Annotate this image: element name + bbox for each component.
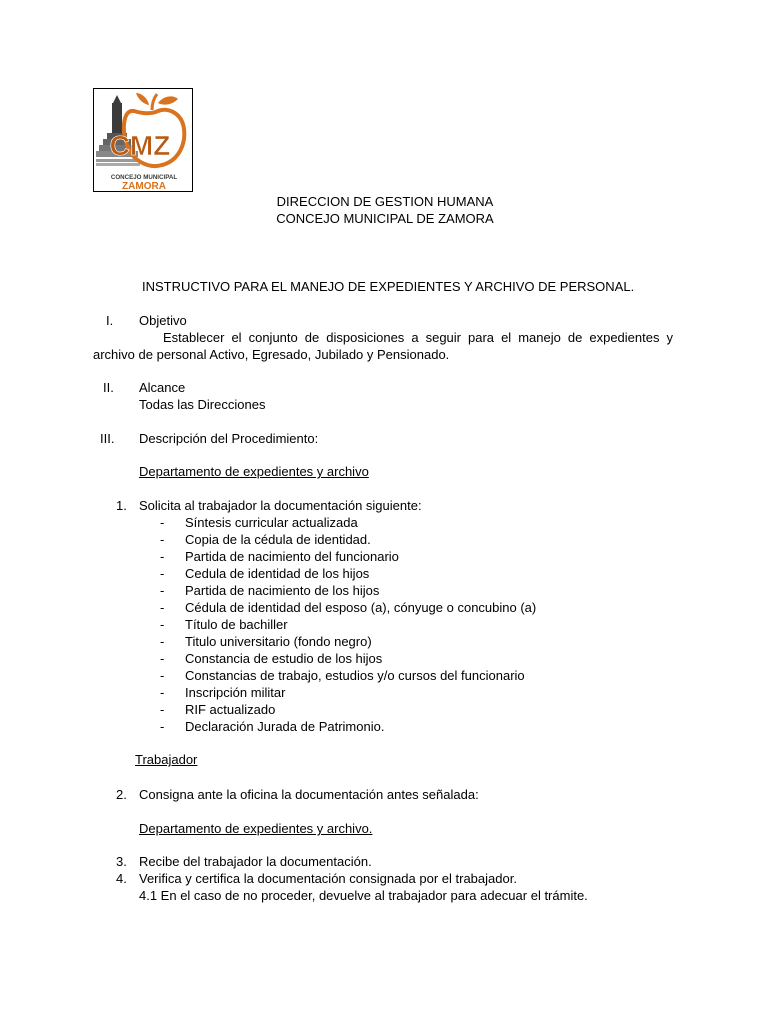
document-list-item-text: Inscripción militar bbox=[185, 685, 286, 700]
section-numeral-i: I. bbox=[106, 313, 114, 328]
logo-caption-name: CONCEJO MUNICIPAL bbox=[110, 174, 178, 181]
header-line-2: CONCEJO MUNICIPAL DE ZAMORA bbox=[276, 211, 494, 226]
department-heading-2: Departamento de expedientes y archivo. bbox=[139, 821, 373, 836]
section-heading-alcance: Alcance bbox=[139, 380, 186, 395]
document-list-item-text: Constancia de estudio de los hijos bbox=[185, 651, 383, 666]
worker-heading: Trabajador bbox=[135, 752, 198, 767]
list-bullet-dash: - bbox=[160, 583, 165, 598]
step-number-1: 1. bbox=[116, 498, 127, 513]
list-bullet-dash: - bbox=[160, 515, 165, 530]
step-number-2: 2. bbox=[116, 787, 127, 802]
list-bullet-dash: - bbox=[160, 634, 165, 649]
section-numeral-iii: III. bbox=[100, 431, 115, 446]
document-list-item-text: Copia de la cédula de identidad. bbox=[185, 532, 371, 547]
document-list-item-text: Partida de nacimiento de los hijos bbox=[185, 583, 380, 598]
list-bullet-dash: - bbox=[160, 549, 165, 564]
logo-graphic bbox=[94, 89, 194, 193]
list-bullet-dash: - bbox=[160, 685, 165, 700]
list-bullet-dash: - bbox=[160, 702, 165, 717]
document-list-item-text: Declaración Jurada de Patrimonio. bbox=[185, 719, 385, 734]
list-bullet-dash: - bbox=[160, 600, 165, 615]
municipal-logo bbox=[93, 88, 193, 192]
document-list-item-text: Cédula de identidad del esposo (a), cónyuge o concubino (a) bbox=[185, 600, 537, 615]
document-list-item-text: Constancias de trabajo, estudios y/o cursos del funcionario bbox=[185, 668, 525, 683]
list-bullet-dash: - bbox=[160, 668, 165, 683]
document-title: INSTRUCTIVO PARA EL MANEJO DE EXPEDIENTES Y ARCHIVO DE PERSONAL. bbox=[142, 279, 635, 294]
step-3-text: Recibe del trabajador la documentación. bbox=[139, 854, 372, 869]
logo-caption-city: ZAMORA bbox=[122, 181, 166, 192]
header-line-1: DIRECCION DE GESTION HUMANA bbox=[276, 194, 494, 209]
alcance-text: Todas las Direcciones bbox=[139, 397, 266, 412]
section-heading-descripcion: Descripción del Procedimiento: bbox=[139, 431, 319, 446]
step-1-text: Solicita al trabajador la documentación siguiente: bbox=[139, 498, 422, 513]
step-2-text: Consigna ante la oficina la documentación antes señalada: bbox=[139, 787, 479, 802]
step-number-3: 3. bbox=[116, 854, 127, 869]
document-list-item-text: Síntesis curricular actualizada bbox=[185, 515, 358, 530]
step-4-1-text: 4.1 En el caso de no proceder, devuelve al trabajador para adecuar el trámite. bbox=[139, 888, 588, 903]
list-bullet-dash: - bbox=[160, 532, 165, 547]
list-bullet-dash: - bbox=[160, 719, 165, 734]
step-number-4: 4. bbox=[116, 871, 127, 886]
list-bullet-dash: - bbox=[160, 566, 165, 581]
section-heading-objetivo: Objetivo bbox=[139, 313, 187, 328]
document-list-item-text: Título de bachiller bbox=[185, 617, 288, 632]
department-heading-1: Departamento de expedientes y archivo bbox=[139, 464, 369, 479]
section-numeral-ii: II. bbox=[103, 380, 114, 395]
document-list-item-text: Partida de nacimiento del funcionario bbox=[185, 549, 399, 564]
document-list-item-text: RIF actualizado bbox=[185, 702, 276, 717]
objetivo-text: Establecer el conjunto de disposiciones a seguir para el manejo de expedientes y archivo de personal Activo, Egresado, Jubilado y Pensionado. bbox=[93, 330, 673, 362]
step-4-text: Verifica y certifica la documentación consignada por el trabajador. bbox=[139, 871, 517, 886]
logo-initials: CMZ bbox=[109, 130, 171, 161]
list-bullet-dash: - bbox=[160, 617, 165, 632]
list-bullet-dash: - bbox=[160, 651, 165, 666]
document-list-item-text: Cedula de identidad de los hijos bbox=[185, 566, 370, 581]
document-list-item-text: Titulo universitario (fondo negro) bbox=[185, 634, 372, 649]
